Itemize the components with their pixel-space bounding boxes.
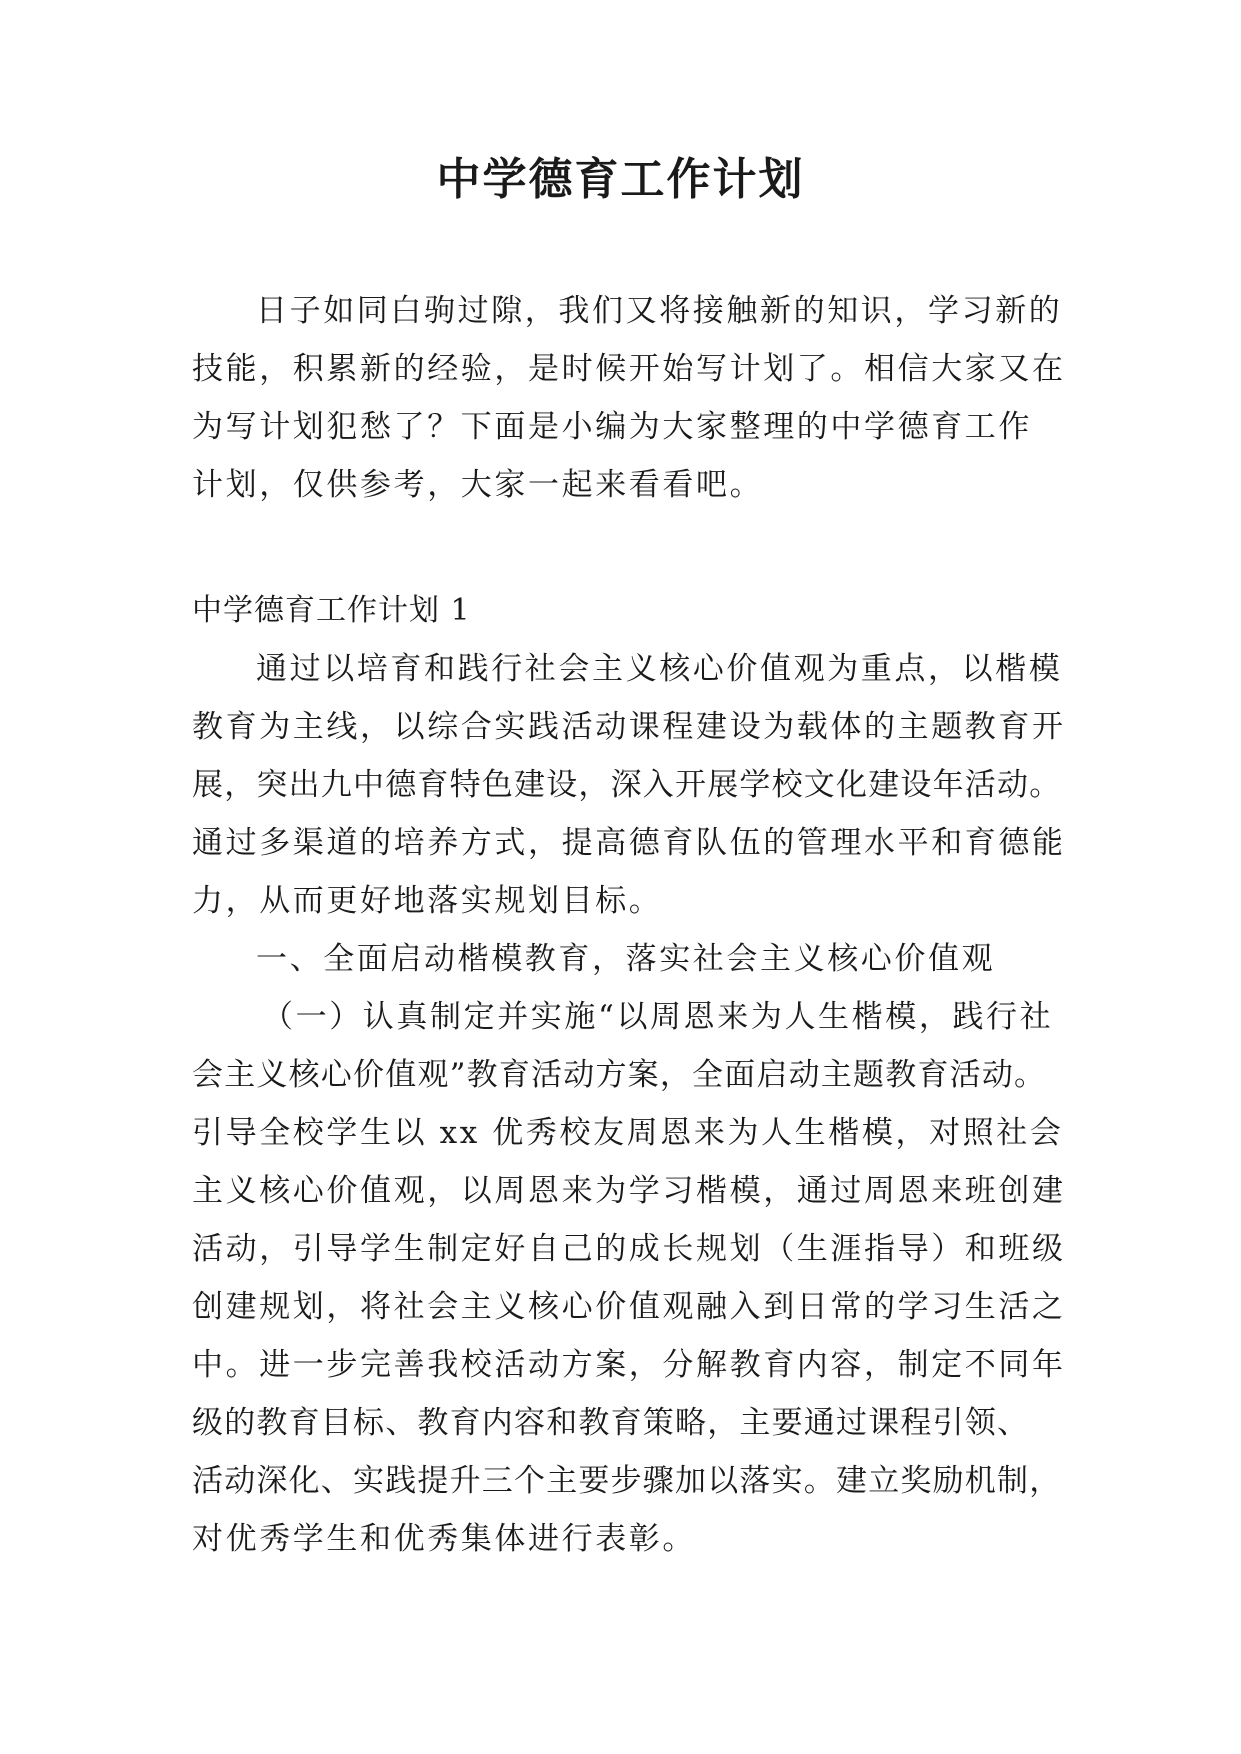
text-line: 创建规划，将社会主义核心价值观融入到日常的学习生活之 [192,1289,1066,1325]
text-line: （一）认真制定并实施“以周恩来为人生楷模，践行社 [262,999,1054,1035]
text-line: 对优秀学生和优秀集体进行表彰。 [192,1521,696,1557]
text-line: 主义核心价值观，以周恩来为学习楷模，通过周恩来班创建 [192,1173,1066,1209]
text-line: 中。进一步完善我校活动方案，分解教育内容，制定不同年 [192,1347,1066,1383]
text-line: 引导全校学生以 xx 优秀校友周恩来为人生楷模，对照社会 [192,1115,1064,1151]
text-line: 级的教育目标、教育内容和教育策略，主要通过课程引领、 [192,1405,1030,1441]
text-line: 日子如同白驹过隙，我们又将接触新的知识，学习新的 [256,293,1063,329]
text-line: 会主义核心价值观”教育活动方案，全面启动主题教育活动。 [192,1057,1047,1093]
text-line: 力，从而更好地落实规划目标。 [192,883,663,919]
text-line: 活动深化、实践提升三个主要步骤加以落实。建立奖励机制， [192,1463,1062,1499]
document-title: 中学德育工作计划 [436,154,805,205]
intro-paragraph [192,282,1072,514]
section-heading: 中学德育工作计划 1 [192,593,471,628]
paragraph-1 [192,640,1072,930]
text-line: 活动，引导学生制定好自己的成长规划（生涯指导）和班级 [192,1231,1066,1267]
text-line: 为写计划犯愁了？下面是小编为大家整理的中学德育工作 [192,409,1032,445]
text-line: 展，突出九中德育特色建设，深入开展学校文化建设年活动。 [192,767,1062,803]
subheading: 一、全面启动楷模教育，落实社会主义核心价值观 [256,941,996,977]
text-line: 教育为主线，以综合实践活动课程建设为载体的主题教育开 [192,709,1066,745]
text-line: 技能，积累新的经验，是时候开始写计划了。相信大家又在 [192,351,1066,387]
paragraph-2 [192,988,1072,1568]
text-line: 通过多渠道的培养方式，提高德育队伍的管理水平和育德能 [192,825,1066,861]
plan-section [192,582,1072,1568]
text-line: 通过以培育和践行社会主义核心价值观为重点，以楷模 [256,651,1063,687]
text-line: 计划，仅供参考，大家一起来看看吧。 [192,467,764,503]
